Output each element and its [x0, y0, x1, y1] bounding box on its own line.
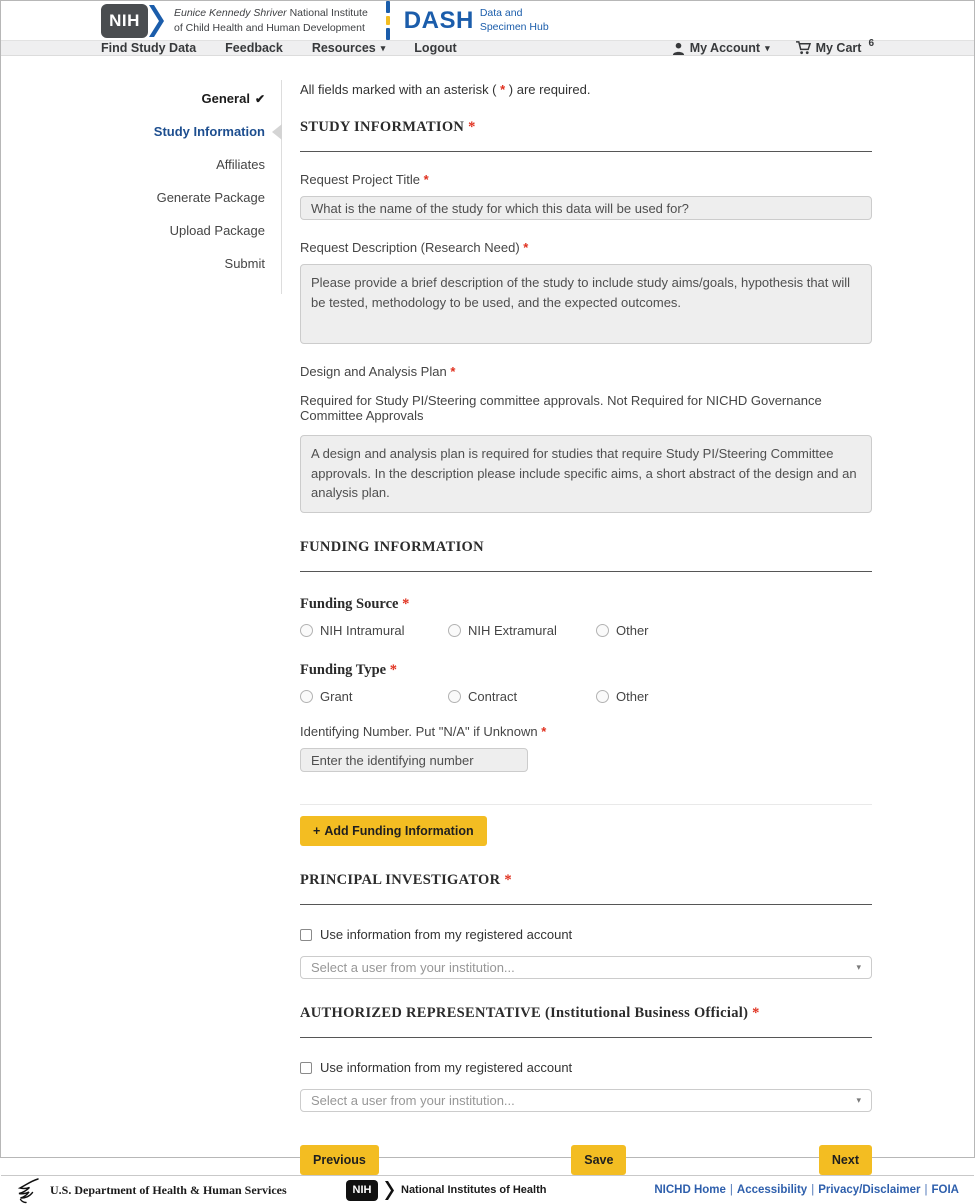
- form-actions: [300, 1145, 872, 1175]
- separator: |: [924, 1184, 928, 1196]
- identifying-number-label: Identifying Number. Put "N/A" if Unknown *: [300, 724, 547, 739]
- asterisk: *: [389, 662, 397, 678]
- sidebar-item-upload-package[interactable]: Upload Package: [169, 223, 265, 238]
- asterisk: *: [523, 240, 529, 255]
- separator: |: [811, 1184, 815, 1196]
- study-information-form: [282, 56, 974, 1175]
- main-nav: [1, 37, 974, 56]
- institute-name: [174, 6, 368, 35]
- radio-source-other[interactable]: Other: [596, 623, 744, 638]
- add-funding-button[interactable]: + Add Funding Information: [300, 816, 487, 846]
- institute-line2: of Child Health and Human Development: [174, 21, 365, 34]
- asterisk: *: [504, 872, 512, 888]
- nav-resources[interactable]: Resources ▾: [311, 41, 386, 55]
- request-description-label: Request Description (Research Need) *: [300, 240, 529, 255]
- user-icon: [672, 42, 685, 55]
- chevron-down-icon: ▾: [380, 42, 386, 53]
- sidebar-item-generate-package[interactable]: Generate Package: [156, 190, 265, 205]
- sidebar-item-submit[interactable]: Submit: [224, 256, 265, 271]
- project-title-input[interactable]: [300, 196, 872, 220]
- hhs-logo-group: [16, 1176, 287, 1204]
- nih-footer-label: National Institutes of Health: [401, 1184, 547, 1196]
- hhs-eagle-icon: [16, 1176, 42, 1204]
- section-heading-study-information: STUDY INFORMATION *: [300, 119, 476, 135]
- nav-right: [646, 37, 874, 55]
- separator: |: [729, 1184, 733, 1196]
- hhs-label: U.S. Department of Health & Human Services: [50, 1182, 287, 1197]
- chevron-down-icon[interactable]: ▾: [856, 962, 861, 972]
- pi-user-select[interactable]: Select a user from your institution... ▾: [300, 956, 872, 979]
- asterisk: *: [450, 364, 456, 379]
- required-fields-note: All fields marked with an asterisk ( * ) are required.: [300, 82, 591, 97]
- site-footer: [1, 1175, 974, 1204]
- cart-count-badge: 6: [868, 37, 874, 49]
- funding-type-options: [300, 689, 872, 704]
- design-plan-textarea[interactable]: [300, 435, 872, 513]
- footer-link-foia[interactable]: FOIA: [931, 1184, 959, 1196]
- radio-icon[interactable]: [300, 624, 313, 637]
- funding-source-label: Funding Source *: [300, 596, 410, 612]
- footer-link-accessibility[interactable]: Accessibility: [736, 1184, 808, 1196]
- checkbox-icon[interactable]: [300, 1062, 312, 1074]
- design-plan-help: Required for Study PI/Steering committee approvals. Not Required for NICHD Governance Committee Approvals: [300, 393, 822, 423]
- dash-logo: DASH: [403, 6, 474, 34]
- nih-footer-logo-group: [346, 1180, 546, 1201]
- dash-subtitle: Data and Specimen Hub: [479, 7, 549, 33]
- asterisk: *: [541, 724, 547, 739]
- footer-link-nichd-home[interactable]: NICHD Home: [654, 1184, 726, 1196]
- sidebar: [1, 56, 282, 1175]
- chevron-down-icon[interactable]: ▾: [856, 1095, 861, 1105]
- brand-logo[interactable]: [101, 1, 549, 40]
- asterisk: *: [423, 172, 429, 187]
- dash-divider: [386, 1, 390, 40]
- pi-use-registered-account-checkbox[interactable]: Use information from my registered account: [300, 927, 872, 942]
- sidebar-item-affiliates[interactable]: Affiliates: [216, 157, 265, 172]
- previous-button[interactable]: Previous: [300, 1145, 379, 1175]
- ar-use-registered-account-checkbox[interactable]: Use information from my registered account: [300, 1060, 872, 1075]
- section-rule: [300, 904, 872, 905]
- content: [1, 56, 974, 1175]
- footer-link-privacy-disclaimer[interactable]: Privacy/Disclaimer: [818, 1184, 921, 1196]
- save-button[interactable]: Save: [571, 1145, 626, 1175]
- asterisk: *: [500, 82, 506, 97]
- radio-icon[interactable]: [448, 690, 461, 703]
- nav-my-account[interactable]: My Account ▾: [672, 41, 770, 55]
- next-button[interactable]: Next: [819, 1145, 872, 1175]
- funding-source-options: [300, 623, 872, 638]
- active-step-arrow: [272, 124, 282, 140]
- request-description-textarea[interactable]: [300, 264, 872, 344]
- project-title-label: Request Project Title *: [300, 172, 429, 187]
- radio-icon[interactable]: [300, 690, 313, 703]
- radio-icon[interactable]: [448, 624, 461, 637]
- nih-footer-logo: NIH: [346, 1180, 378, 1201]
- design-plan-label: Design and Analysis Plan *: [300, 364, 456, 379]
- chevron-down-icon: ▾: [765, 42, 770, 53]
- section-rule: [300, 571, 872, 572]
- nav-left: [101, 41, 486, 55]
- nih-footer-chevron-icon: [385, 1180, 394, 1201]
- section-heading-authorized-representative: AUTHORIZED REPRESENTATIVE (Institutional Business Official) *: [300, 1005, 760, 1021]
- institute-italic: Eunice Kennedy Shriver: [174, 6, 287, 19]
- sidebar-item-study-information[interactable]: Study Information: [1, 115, 281, 148]
- institute-rest: National Institute: [286, 6, 368, 19]
- site-header: [1, 1, 974, 40]
- section-rule: [300, 151, 872, 152]
- funding-type-label: Funding Type *: [300, 662, 397, 678]
- asterisk: *: [402, 596, 410, 612]
- radio-icon[interactable]: [596, 690, 609, 703]
- radio-contract[interactable]: Contract: [448, 689, 596, 704]
- nav-logout[interactable]: Logout: [414, 41, 457, 55]
- nih-chevron-icon: [149, 4, 164, 38]
- asterisk: *: [752, 1005, 760, 1021]
- nih-logo: NIH: [101, 4, 148, 38]
- nav-feedback[interactable]: Feedback: [225, 41, 283, 55]
- footer-links: [654, 1184, 959, 1196]
- section-rule: [300, 1037, 872, 1038]
- section-heading-principal-investigator: PRINCIPAL INVESTIGATOR *: [300, 872, 512, 888]
- identifying-number-input[interactable]: [300, 748, 528, 772]
- nav-find-study-data[interactable]: Find Study Data: [101, 41, 197, 55]
- radio-nih-extramural[interactable]: NIH Extramural: [448, 623, 596, 638]
- step-nav: [1, 80, 282, 294]
- radio-nih-intramural[interactable]: NIH Intramural: [300, 623, 448, 638]
- divider: [300, 804, 872, 805]
- nav-my-cart[interactable]: My Cart $^6$: [796, 41, 874, 55]
- checkbox-icon[interactable]: [300, 929, 312, 941]
- radio-icon[interactable]: [596, 624, 609, 637]
- asterisk: *: [468, 119, 476, 135]
- cart-icon: [796, 41, 811, 55]
- section-heading-funding: FUNDING INFORMATION: [300, 539, 484, 555]
- sidebar-item-general[interactable]: General ✔: [201, 91, 265, 106]
- check-icon: ✔: [254, 92, 265, 106]
- radio-grant[interactable]: Grant: [300, 689, 448, 704]
- plus-icon: +: [313, 824, 321, 838]
- radio-type-other[interactable]: Other: [596, 689, 744, 704]
- ar-user-select[interactable]: Select a user from your institution... ▾: [300, 1089, 872, 1112]
